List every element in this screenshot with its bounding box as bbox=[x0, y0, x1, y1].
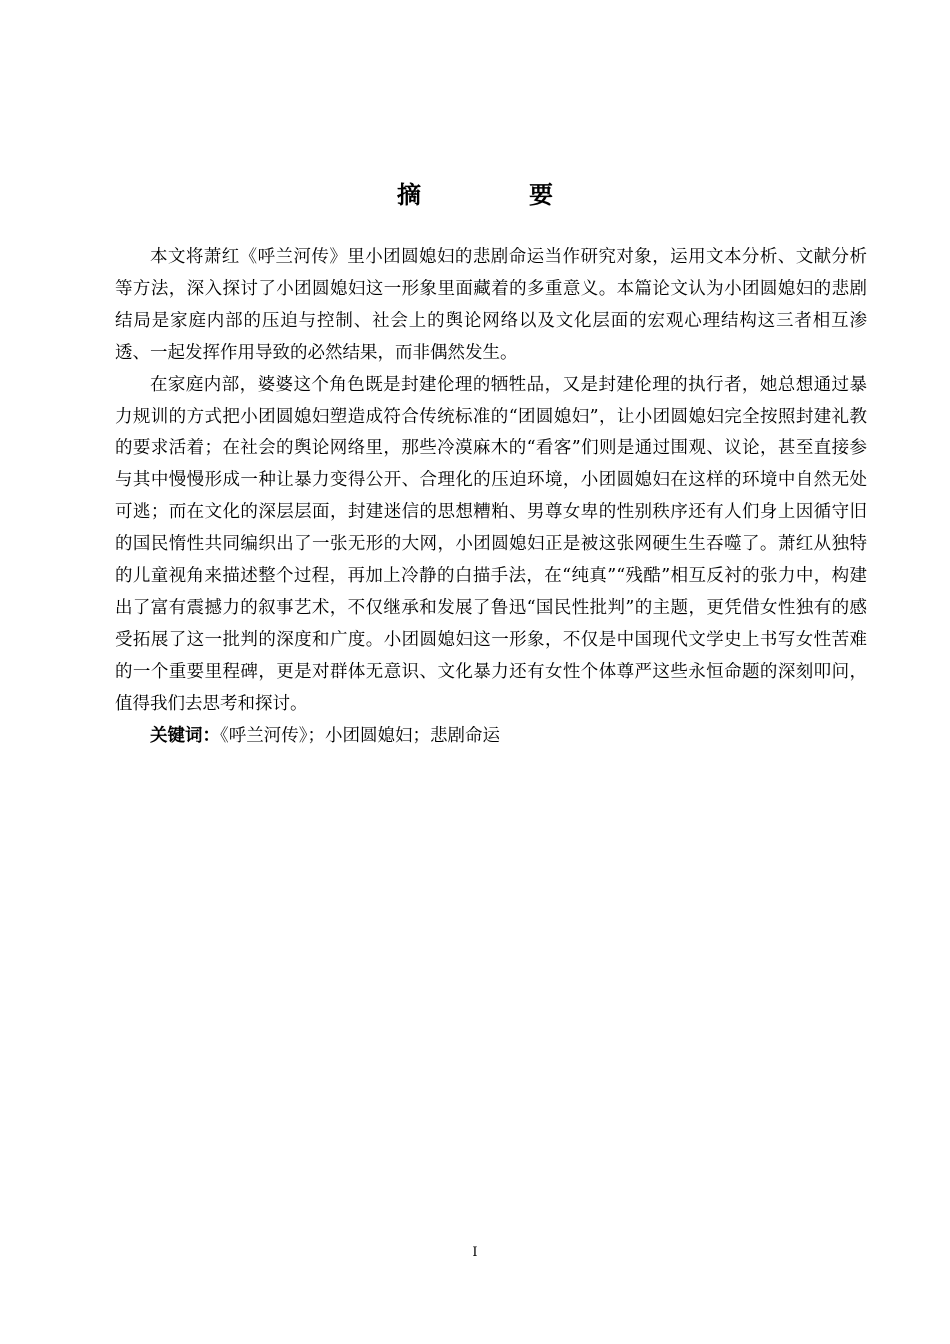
page-number: I bbox=[472, 1245, 478, 1260]
keywords-label: 关键词： bbox=[150, 725, 220, 746]
abstract-body bbox=[115, 242, 867, 753]
abstract-title: 摘 要 bbox=[397, 181, 595, 209]
abstract-paragraph-2: 在家庭内部，婆婆这个角色既是封建伦理的牺牲品，又是封建伦理的执行者，她总想通过暴力规训的方式把小团圆媳妇塑造成符合传统标准的“团圆媳妇”，让小团圆媳妇完全按照封建礼教的要求活着；在社会的舆论网络里，那些冷漠麻木的“看客”们则是通过围观、议论，甚至直接参与其中慢慢形成一种让暴力变得公开、合理化的压迫环境，小团圆媳妇在这样的环境中自然无处可逃；而在文化的深层层面，封建迷信的思想糟粕、男尊女卑的性别秩序还有人们身上因循守旧的国民惰性共同编织出了一张无形的大网，小团圆媳妇正是被这张网硬生生吞噬了。萧红从独特的儿童视角来描述整个过程，再加上冷静的白描手法，在“纯真”“残酷”相互反衬的张力中，构建出了富有震撼力的叙事艺术，不仅继承和发展了鲁迅“国民性批判”的主题，更凭借女性独有的感受拓展了这一批判的深度和广度。小团圆媳妇这一形象，不仅是中国现代文学史上书写女性苦难的一个重要里程碑，更是对群体无意识、文化暴力还有女性个体尊严这些永恒命题的深刻叩问，值得我们去思考和探讨。 bbox=[115, 374, 867, 714]
keywords-line bbox=[115, 721, 867, 753]
keywords-text: 《呼兰河传》；小团圆媳妇；悲剧命运 bbox=[220, 725, 500, 746]
abstract-paragraph-1: 本文将萧红《呼兰河传》里小团圆媳妇的悲剧命运当作研究对象，运用文本分析、文献分析等方法，深入探讨了小团圆媳妇这一形象里面藏着的多重意义。本篇论文认为小团圆媳妇的悲剧结局是家庭内部的压迫与控制、社会上的舆论网络以及文化层面的宏观心理结构这三者相互渗透、一起发挥作用导致的必然结果，而非偶然发生。 bbox=[115, 247, 867, 363]
